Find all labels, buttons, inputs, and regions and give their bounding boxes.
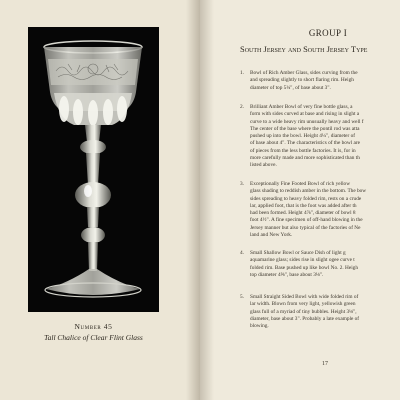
item-text-line: The center of the base where the pontil rod was atta (250, 125, 360, 132)
glass-chalice-photo (28, 27, 159, 312)
catalog-item-5 (240, 294, 400, 330)
item-text-line: blowing. (250, 323, 269, 330)
item-number: 1. (240, 70, 244, 76)
item-text-line: foot 4½". A fine specimen of off-hand blowing in the (250, 217, 363, 224)
item-text-line: top diameter 4⅝", base about 3⅛". (250, 271, 324, 278)
item-number: 4. (240, 250, 244, 256)
item-text-line: Small Shallow Bowl or Sauce Dish of light g (250, 250, 346, 256)
item-text-line: lar width. Blown from very light, yellowish green (250, 301, 356, 308)
item-text-line: sides spreading to heavy folded rim, rests on a crude (250, 195, 362, 202)
item-text-line: lar, applied foot, that is the foot was added after th (250, 202, 357, 209)
plate-caption: Tall Chalice of Clear Flint Glass (44, 333, 143, 342)
item-text-line: folded rim. Base pushed up like bowl No. 2. Heigh (250, 264, 358, 271)
item-text-line: form with sides curved at base and rising in slight a (250, 111, 360, 118)
item-number: 3. (240, 181, 244, 187)
item-text-line: Brilliant Amber Bowl of very fine bottle glass, a (250, 104, 353, 110)
item-text-line: glass shading to reddish amber in the bottom. The bow (250, 188, 367, 195)
item-text-line: glass full of a myriad of tiny bubbles. Height 3⅛", (250, 308, 357, 315)
item-text-line: Jersey manner but also typical of the factories of Ne (250, 224, 361, 231)
item-text-line: diameter, base about 3". Probably a late example of (250, 315, 360, 322)
group-title: GROUP I (308, 28, 348, 38)
item-text-line: Bowl of Rich Amber Glass, sides curving from the (250, 70, 358, 76)
catalog-item-4 (240, 250, 400, 279)
plate-number: Number 45 (74, 322, 113, 331)
catalog-item-1 (240, 70, 400, 92)
item-number: 5. (240, 294, 244, 300)
item-text-line: diameter of top 5¼", of base about 3". (250, 84, 331, 91)
item-text-line: listed above. (250, 162, 277, 169)
right-page (200, 0, 400, 400)
page-number: 17 (322, 361, 328, 367)
item-text-line: Exceptionally Fine Footed Bowl of rich yellow (250, 181, 351, 187)
item-text-line: aquamarine glass; sides rise in slight ogee curve t (250, 257, 355, 264)
group-subtitle: South Jersey and South Jersey Type (240, 44, 368, 54)
item-number: 2. (240, 104, 244, 110)
item-text-line: of base about 4". The characteristics of the bowl are (250, 140, 361, 147)
item-text-line: Small Straight Sided Bowl with wide folded rim of (250, 294, 359, 300)
item-text-line: curve to a wide heavy rim unusually heavy and well f (250, 118, 364, 125)
catalog-item-2 (240, 104, 400, 170)
catalog-item-3 (240, 181, 400, 239)
item-text-line: land and New York. (250, 232, 293, 239)
item-text-line: and spreading slightly to short flaring rim. Heigh (250, 77, 354, 84)
item-text-line: had been formed. Height 4⅞", diameter of bowl 8 (250, 210, 356, 217)
item-text-line: more carefully made and more sophisticated than th (250, 155, 360, 162)
item-text-line: of pieces from the less bottle factories. It is, for in (250, 147, 356, 154)
item-text-line: pushed up into the bowl. Height 4¼", diameter of (250, 133, 355, 140)
